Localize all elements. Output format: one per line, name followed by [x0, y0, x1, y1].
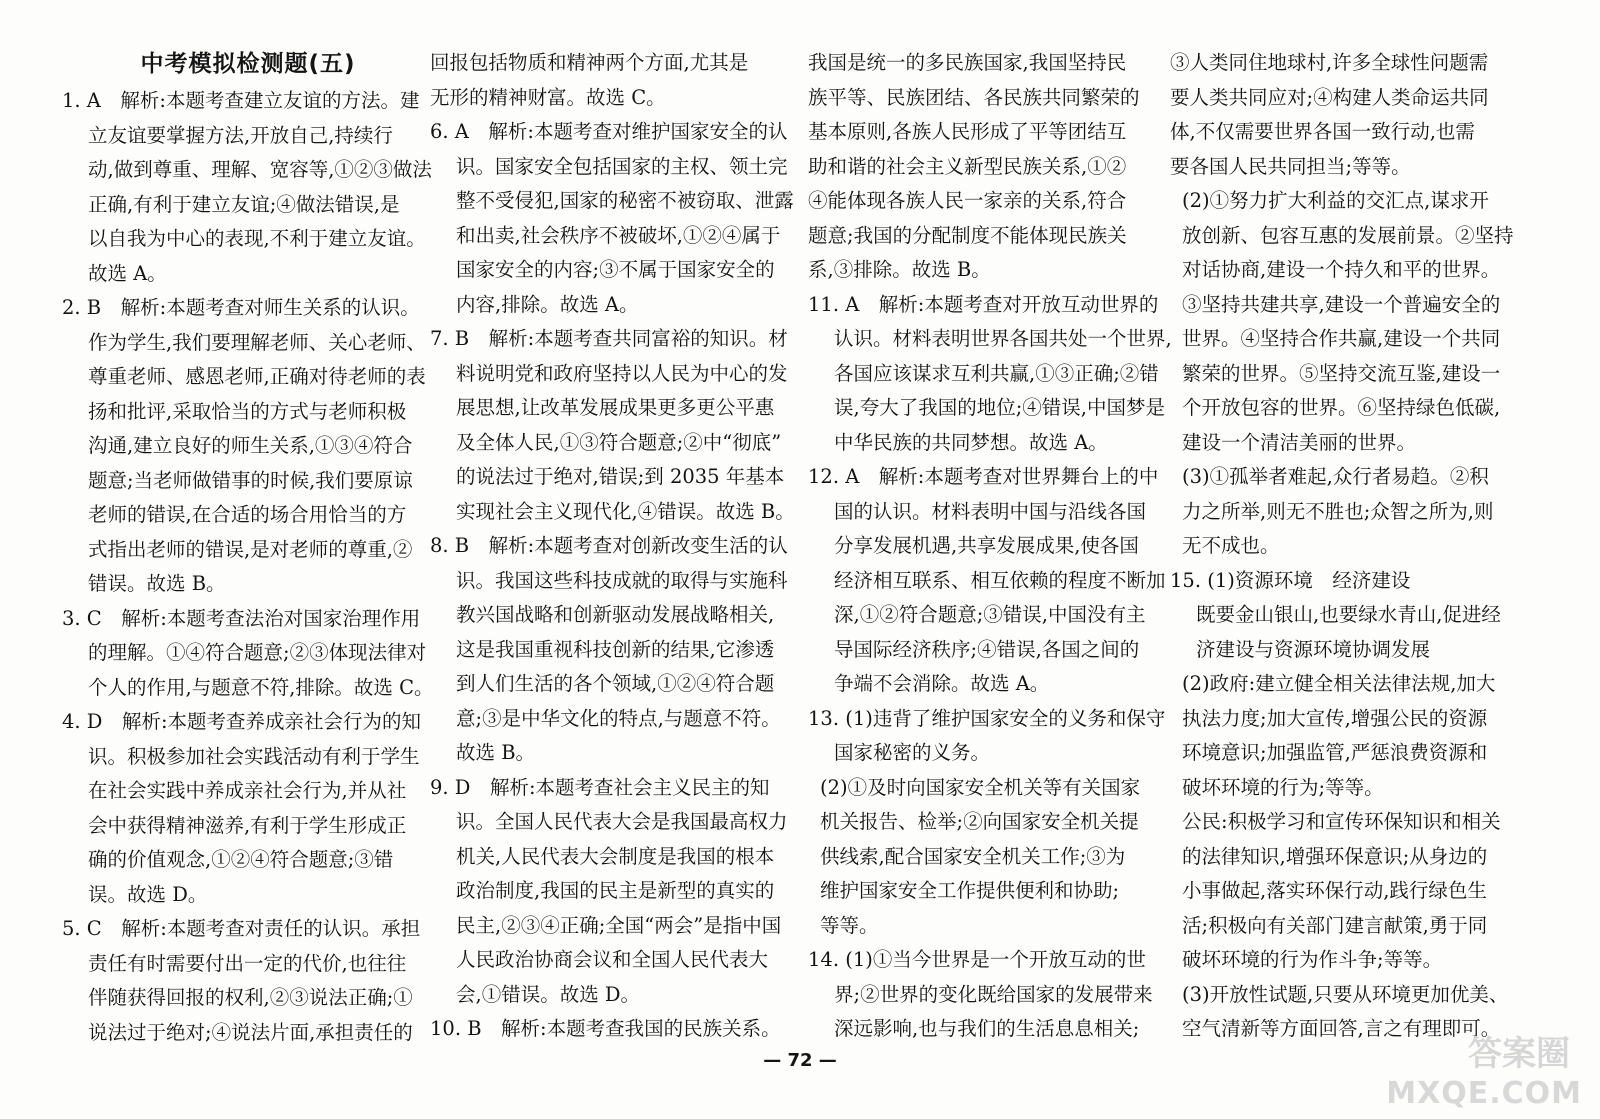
text-line: 故选 A。: [88, 261, 167, 285]
text-line: (2)①努力扩大利益的交汇点,谋求开: [1182, 189, 1489, 212]
text-line: 识。全国人民代表大会是我国最高权力: [456, 810, 788, 833]
text-line: 无形的精神财富。故选 C。: [430, 85, 666, 109]
text-line: 7. B 解析:本题考查共同富裕的知识。材: [430, 327, 788, 350]
text-line: 14. (1)①当今世界是一个开放互动的世: [808, 948, 1146, 971]
text-line: 国家安全的内容;③不属于国家安全的: [456, 258, 775, 281]
continued-text: [430, 46, 802, 115]
answer-subpart: [1170, 460, 1542, 564]
text-line: 识。积极参加社会实践活动有利于学生: [88, 744, 420, 768]
text-line: 国的认识。材料表明中国与沿线各国: [834, 499, 1147, 523]
text-line: 族平等、民族团结、各民族共同繁荣的: [808, 85, 1140, 109]
text-line: 识。国家安全包括国家的主权、领土完: [456, 154, 788, 178]
page-number: — 72 —: [763, 1050, 837, 1071]
text-line: 6. A 解析:本题考查对维护国家安全的认: [430, 120, 788, 143]
text-line: 要各国人民共同担当;等等。: [1170, 154, 1411, 178]
answer-item: [430, 322, 802, 529]
text-line: 活;积极向有关部门建言献策,勇于同: [1182, 913, 1488, 937]
text-line: 8. B 解析:本题考查对创新改变生活的认: [430, 534, 788, 557]
text-line: 无不成也。: [1182, 534, 1280, 557]
answer-item: [808, 288, 1180, 461]
text-line: 误。故选 D。: [88, 882, 208, 906]
text-line: 公民:积极学习和宣传环保知识和相关: [1182, 810, 1501, 833]
text-line: 会中获得精神滋养,有利于学生形成正: [88, 813, 407, 837]
text-line: 的说法过于绝对,错误;到 2035 年基本: [456, 465, 785, 488]
text-line: 5. C 解析:本题考查对责任的认识。承担: [62, 917, 421, 940]
text-line: 9. D 解析:本题考查社会主义民主的知: [430, 775, 770, 799]
text-line: 要人类共同应对;④构建人类命运共同: [1170, 85, 1489, 109]
text-line: (2)①及时向国家安全机关等有关国家: [820, 775, 1141, 799]
text-line: 各国应该谋求互利共赢,①③正确;②错: [834, 361, 1159, 385]
answer-item: [808, 702, 1180, 771]
text-line: 展思想,让改革发展成果更多更公平惠: [456, 396, 775, 419]
answer-item: [808, 943, 1180, 1047]
text-line: 破坏环境的行为作斗争;等等。: [1182, 948, 1443, 971]
watermark-url: MXQE.COM: [1386, 1076, 1582, 1111]
text-line: 说法过于绝对;④说法片面,承担责任的: [88, 1020, 413, 1044]
text-line: 尊重老师、感恩老师,正确对待老师的表: [88, 365, 426, 388]
text-line: 和出卖,社会秩序不被破坏,①②④属于: [456, 223, 781, 247]
answer-subpart: [808, 771, 1180, 944]
answer-item: [430, 1012, 802, 1047]
text-line: 民主,②③④正确;全国“两会”是指中国: [456, 913, 782, 937]
text-line: 12. A 解析:本题考查对世界舞台上的中: [808, 465, 1159, 488]
text-line: 的理解。①④符合题意;②③体现法律对: [88, 641, 427, 664]
text-line: 争端不会消除。故选 A。: [834, 672, 1050, 695]
text-line: 实现社会主义现代化,④错误。故选 B。: [456, 499, 795, 523]
text-line: 机关,人民代表大会制度是我国的根本: [456, 844, 775, 868]
text-line: 13. (1)违背了维护国家安全的义务和保守: [808, 706, 1166, 730]
column-3: [808, 46, 1180, 1047]
text-line: 以自我为中心的表现,不利于建立友谊。: [88, 227, 426, 250]
text-line: ③坚持共建共享,建设一个普遍安全的: [1182, 292, 1501, 316]
text-line: 这是我国重视科技创新的结果,它渗透: [456, 637, 775, 661]
text-line: 整不受侵犯,国家的秘密不被窃取、泄露: [456, 189, 794, 212]
text-line: 认识。材料表明世界各国共处一个世界,: [834, 327, 1172, 350]
answer-subpart: [1170, 667, 1542, 1047]
text-line: 体,不仅需要世界各国一致行动,也需: [1170, 120, 1475, 143]
text-line: 环境意识;加强监管,严惩浪费资源和: [1182, 741, 1488, 764]
text-line: 分享发展机遇,共享发展成果,使各国: [834, 534, 1139, 557]
text-line: 回报包括物质和精神两个方面,尤其是: [430, 51, 749, 74]
text-line: 教兴国战略和创新驱动发展战略相关,: [456, 603, 775, 626]
text-line: 助和谐的社会主义新型民族关系,①②: [808, 154, 1127, 178]
answer-item: [1170, 564, 1542, 668]
text-line: 供线索,配合国家安全机关工作;③为: [820, 844, 1126, 868]
watermark-logo-text: 答案圈: [1468, 1034, 1570, 1074]
text-line: 空气清新等方面回答,言之有理即可。: [1182, 1017, 1501, 1040]
text-line: 对话协商,建设一个持久和平的世界。: [1182, 258, 1501, 281]
text-line: 沟通,建立良好的师生关系,①③④符合: [88, 434, 413, 457]
text-line: 中华民族的共同梦想。故选 A。: [834, 430, 1108, 454]
text-line: 老师的错误,在合适的场合用恰当的方: [88, 503, 407, 526]
text-line: 世界。④坚持合作共赢,建设一个共同: [1182, 327, 1501, 350]
text-line: 题意;我国的分配制度不能体现民族关: [808, 223, 1127, 247]
text-line: (2)政府:建立健全相关法律法规,加大: [1182, 672, 1496, 695]
column-4: [1170, 46, 1542, 1047]
text-line: 意;③是中华文化的特点,与题意不符。: [456, 706, 781, 730]
text-line: 立友谊要掌握方法,开放自己,持续行: [88, 123, 393, 147]
text-line: 建设一个清洁美丽的世界。: [1182, 430, 1417, 454]
answer-item: [430, 771, 802, 1013]
column-2: [430, 46, 802, 1047]
text-line: 深远影响,也与我们的生活息息相关;: [834, 1017, 1140, 1040]
text-line: 误,夸大了我国的地位;④错误,中国梦是: [834, 396, 1165, 419]
text-line: 作为学生,我们要理解老师、关心老师、: [88, 330, 426, 354]
text-line: 3. C 解析:本题考查法治对国家治理作用: [62, 606, 421, 630]
text-line: 10. B 解析:本题考查我国的民族关系。: [430, 1017, 781, 1040]
answer-item: [62, 912, 434, 1050]
text-line: 正确,有利于建立友谊;④做法错误,是: [88, 192, 400, 216]
continued-text: [1170, 46, 1542, 184]
text-line: 繁荣的世界。⑤坚持交流互鉴,建设一: [1182, 361, 1501, 385]
text-line: 到人们生活的各个领域,①②④符合题: [456, 672, 775, 695]
text-line: 机关报告、检举;②向国家安全机关提: [820, 810, 1139, 833]
text-line: 经济相互联系、相互依赖的程度不断加: [834, 568, 1166, 592]
text-line: 力之所举,则无不胜也;众智之所为,则: [1182, 499, 1494, 523]
text-line: 的法律知识,增强环保意识;从身边的: [1182, 844, 1488, 868]
text-line: 确的价值观念,①②④符合题意;③错: [88, 848, 394, 871]
text-line: 扬和批评,采取恰当的方式与老师积极: [88, 399, 407, 423]
text-line: 内容,排除。故选 A。: [456, 292, 639, 316]
text-line: 及全体人民,①③符合题意;②中“彻底”: [456, 430, 782, 454]
text-line: 15. (1)资源环境 经济建设: [1170, 568, 1411, 592]
answer-item: [62, 291, 434, 602]
text-line: 式指出老师的错误,是对老师的尊重,②: [88, 537, 413, 561]
text-line: 个人的作用,与题意不符,排除。故选 C。: [88, 675, 434, 699]
text-line: 系,③排除。故选 B。: [808, 258, 991, 281]
text-line: 我国是统一的多民族国家,我国坚持民: [808, 51, 1127, 74]
text-line: 维护国家安全工作提供便利和协助;: [820, 879, 1120, 902]
answer-subpart: [1170, 184, 1542, 460]
column-1: [62, 46, 434, 1050]
answer-item: [430, 115, 802, 322]
text-line: 4. D 解析:本题考查养成亲社会行为的知: [62, 710, 422, 733]
answer-item: [808, 460, 1180, 702]
text-line: 国家秘密的义务。: [834, 741, 991, 764]
answer-item: [62, 84, 434, 291]
answer-item: [430, 529, 802, 771]
text-line: 济建设与资源环境协调发展: [1196, 637, 1431, 661]
text-line: 小事做起,落实环保行动,践行绿色生: [1182, 879, 1487, 902]
text-line: 错误。故选 B。: [88, 572, 226, 595]
text-line: 1. A 解析:本题考查建立友谊的方法。建: [62, 89, 420, 112]
text-line: 既要金山银山,也要绿水青山,促进经: [1196, 603, 1501, 626]
answer-item: [62, 602, 434, 706]
page-title: 中考模拟检测题(五): [140, 51, 356, 77]
text-line: 人民政治协商会议和全国人民代表大: [456, 948, 769, 971]
text-line: 料说明党和政府坚持以人民为中心的发: [456, 361, 788, 385]
text-line: ④能体现各族人民一家亲的关系,符合: [808, 189, 1127, 212]
text-line: 等等。: [820, 913, 879, 937]
text-line: 动,做到尊重、理解、宽容等,①②③做法: [88, 158, 432, 181]
text-line: 深,①②符合题意;③错误,中国没有主: [834, 603, 1146, 626]
text-line: 会,①错误。故选 D。: [456, 982, 641, 1006]
text-line: 伴随获得回报的权利,②③说法正确;①: [88, 986, 413, 1009]
text-line: 导国际经济秩序;④错误,各国之间的: [834, 637, 1140, 661]
text-line: 破坏环境的行为;等等。: [1182, 775, 1384, 799]
text-line: 责任有时需要付出一定的代价,也往往: [88, 951, 407, 975]
text-line: 政治制度,我国的民主是新型的真实的: [456, 879, 775, 902]
text-line: 放创新、包容互惠的发展前景。②坚持: [1182, 223, 1514, 247]
text-line: ③人类同住地球村,许多全球性问题需: [1170, 51, 1489, 74]
answer-item: [62, 705, 434, 912]
text-line: 在社会实践中养成亲社会行为,并从社: [88, 779, 407, 802]
text-line: 个开放包容的世界。⑥坚持绿色低碳,: [1182, 396, 1501, 419]
text-line: 11. A 解析:本题考查对开放互动世界的: [808, 292, 1159, 316]
continued-text: [808, 46, 1180, 288]
text-line: 2. B 解析:本题考查对师生关系的认识。: [62, 296, 420, 319]
text-line: 界;②世界的变化既给国家的发展带来: [834, 982, 1153, 1006]
text-line: 故选 B。: [456, 741, 536, 764]
text-line: 题意;当老师做错事的时候,我们要原谅: [88, 468, 413, 492]
text-line: 基本原则,各族人民形成了平等团结互: [808, 120, 1127, 143]
text-line: 识。我国这些科技成就的取得与实施科: [456, 568, 788, 592]
text-line: (3)①孤举者难起,众行者易趋。②积: [1182, 465, 1489, 488]
text-line: 执法力度;加大宣传,增强公民的资源: [1182, 706, 1488, 730]
text-line: (3)开放性试题,只要从环境更加优美、: [1182, 982, 1509, 1006]
